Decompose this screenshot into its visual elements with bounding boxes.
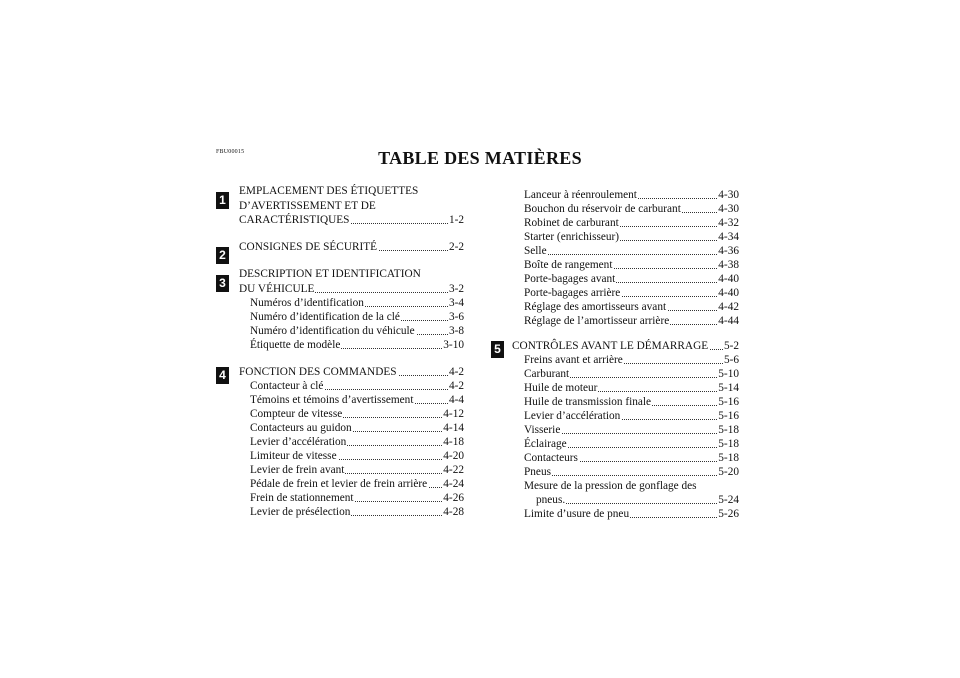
toc-heading[interactable]: EMPLACEMENT DES ÉTIQUETTES [239,185,419,197]
toc-entry[interactable]: Numéro d’identification du véhicule 3-8 [250,325,464,337]
toc-entry[interactable]: Étiquette de modèle 3-10 [250,339,464,351]
toc-entry[interactable]: Compteur de vitesse 4-12 [250,408,464,420]
section-tab-1[interactable]: 1 [216,192,229,209]
toc-entry[interactable]: CONSIGNES DE SÉCURITÉ 2-2 [239,241,464,253]
document-code: FBU00015 [216,149,245,155]
toc-entry[interactable]: DU VÉHICULE 3-2 [239,283,464,295]
toc-entry[interactable]: Contacteurs 5-18 [524,452,739,464]
toc-entry[interactable]: Levier de frein avant 4-22 [250,464,464,476]
toc-entry[interactable]: Éclairage 5-18 [524,438,739,450]
toc-entry[interactable]: Lanceur à réenroulement 4-30 [524,189,739,201]
toc-entry[interactable]: Frein de stationnement 4-26 [250,492,464,504]
toc-entry[interactable]: Boîte de rangement 4-38 [524,259,739,271]
toc-entry[interactable]: Selle 4-36 [524,245,739,257]
toc-entry[interactable]: Contacteur à clé 4-2 [250,380,464,392]
toc-heading[interactable]: D’AVERTISSEMENT ET DE [239,200,376,212]
toc-entry[interactable]: CONTRÔLES AVANT LE DÉMARRAGE 5-2 [512,340,739,352]
toc-entry[interactable]: Robinet de carburant 4-32 [524,217,739,229]
toc-entry[interactable]: Pneus 5-20 [524,466,739,478]
toc-entry[interactable]: Levier d’accélération 4-18 [250,436,464,448]
toc-entry[interactable]: Freins avant et arrière 5-6 [524,354,739,366]
toc-entry[interactable]: Visserie 5-18 [524,424,739,436]
toc-entry[interactable]: Carburant 5-10 [524,368,739,380]
toc-entry[interactable]: Huile de moteur 5-14 [524,382,739,394]
toc-entry[interactable]: Limite d’usure de pneu 5-26 [524,508,739,520]
toc-entry[interactable]: Réglage des amortisseurs avant 4-42 [524,301,739,313]
toc-entry[interactable]: Bouchon du réservoir de carburant 4-30 [524,203,739,215]
section-tab-3[interactable]: 3 [216,275,229,292]
toc-entry[interactable]: Levier d’accélération 5-16 [524,410,739,422]
toc-entry[interactable]: Starter (enrichisseur) 4-34 [524,231,739,243]
toc-heading[interactable]: DESCRIPTION ET IDENTIFICATION [239,268,421,280]
section-tab-4[interactable]: 4 [216,367,229,384]
page-title: TABLE DES MATIÈRES [378,148,582,168]
toc-entry[interactable]: Témoins et témoins d’avertissement 4-4 [250,394,464,406]
toc-entry[interactable]: Levier de présélection 4-28 [250,506,464,518]
toc-entry[interactable]: Huile de transmission finale 5-16 [524,396,739,408]
section-tab-2[interactable]: 2 [216,247,229,264]
toc-entry[interactable]: Réglage de l’amortisseur arrière 4-44 [524,315,739,327]
toc-entry[interactable]: FONCTION DES COMMANDES 4-2 [239,366,464,378]
toc-entry[interactable]: Numéros d’identification 3-4 [250,297,464,309]
toc-entry[interactable]: Numéro d’identification de la clé 3-6 [250,311,464,323]
toc-entry[interactable]: pneus. 5-24 [536,494,739,506]
toc-entry[interactable]: Porte-bagages arrière 4-40 [524,287,739,299]
toc-entry[interactable]: Porte-bagages avant 4-40 [524,273,739,285]
section-tab-5[interactable]: 5 [491,341,504,358]
toc-heading[interactable]: Mesure de la pression de gonflage des [524,480,697,492]
toc-entry[interactable]: CARACTÉRISTIQUES 1-2 [239,214,464,226]
toc-entry[interactable]: Contacteurs au guidon 4-14 [250,422,464,434]
toc-entry[interactable]: Limiteur de vitesse 4-20 [250,450,464,462]
toc-entry[interactable]: Pédale de frein et levier de frein arrière 4-24 [250,478,464,490]
